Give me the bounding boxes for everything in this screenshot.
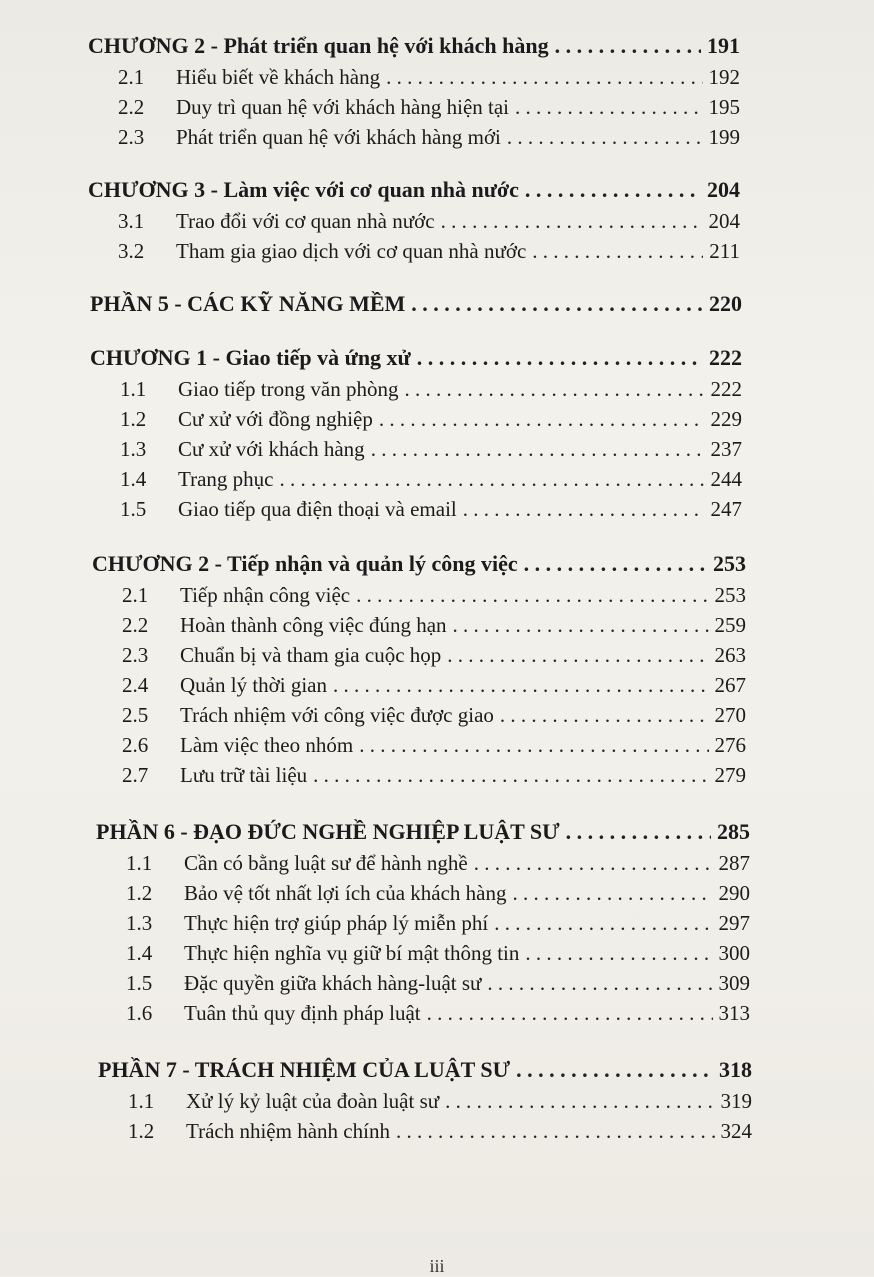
entry-number: 1.5 [126, 971, 153, 995]
leader-dots [453, 610, 709, 640]
leader-dots [371, 434, 705, 464]
entry-number: 2.1 [122, 583, 149, 607]
entry-number: 1.6 [126, 1001, 153, 1025]
leader-dots [515, 92, 702, 122]
entry-title: Quản lý thời gian [180, 673, 327, 697]
entry-number: 1.1 [128, 1089, 155, 1113]
heading-title: CHƯƠNG 2 - Tiếp nhận và quản lý công việc [92, 551, 518, 576]
entry-page: 204 [708, 209, 740, 233]
toc-entry[interactable] [122, 640, 746, 670]
entry-number: 2.4 [122, 673, 149, 697]
toc-section [0, 342, 874, 524]
leader-dots [333, 670, 709, 700]
toc-heading[interactable] [98, 1054, 752, 1086]
leader-dots [404, 374, 704, 404]
toc-entry[interactable] [120, 494, 742, 524]
entry-title: Trang phục [178, 467, 274, 491]
entry-page: 276 [714, 733, 746, 757]
toc-entry[interactable] [126, 848, 750, 878]
leader-dots [532, 236, 703, 266]
entry-number: 2.3 [122, 643, 149, 667]
toc-entry[interactable] [118, 92, 740, 122]
leader-dots [463, 494, 705, 524]
leader-dots [313, 760, 708, 790]
entry-number: 1.4 [126, 941, 153, 965]
toc-entry[interactable] [120, 404, 742, 434]
entry-number: 1.2 [120, 407, 147, 431]
entry-number: 1.4 [120, 467, 147, 491]
toc-section [0, 548, 874, 790]
entry-title: Xử lý kỷ luật của đoàn luật sư [186, 1089, 440, 1113]
entry-title: Tiếp nhận công việc [180, 583, 351, 607]
leader-dots [445, 1086, 714, 1116]
toc-entry[interactable] [120, 374, 742, 404]
entry-title: Cần có bằng luật sư để hành nghề [184, 851, 468, 875]
entry-title: Trách nhiệm với công việc được giao [180, 703, 494, 727]
entry-title: Tuân thủ quy định pháp luật [184, 1001, 421, 1025]
leader-dots [513, 878, 713, 908]
entry-title: Hoàn thành công việc đúng hạn [180, 613, 447, 637]
entry-number: 1.2 [128, 1119, 155, 1143]
entry-page: 313 [718, 1001, 750, 1025]
leader-dots [279, 464, 704, 494]
entry-number: 3.2 [118, 239, 145, 263]
entry-title: Cư xử với khách hàng [178, 437, 365, 461]
leader-dots [474, 848, 713, 878]
page-number: iii [429, 1256, 445, 1276]
heading-title: PHẦN 7 - TRÁCH NHIỆM CỦA LUẬT SƯ [98, 1057, 511, 1082]
entry-page: 247 [710, 497, 742, 521]
entry-page: 287 [718, 851, 750, 875]
leader-dots [441, 206, 703, 236]
heading-title: CHƯƠNG 1 - Giao tiếp và ứng xử [90, 345, 411, 370]
entry-title: Thực hiện trợ giúp pháp lý miễn phí [184, 911, 489, 935]
leader-dots [379, 404, 705, 434]
entry-page: 309 [718, 971, 750, 995]
heading-title: CHƯƠNG 2 - Phát triển quan hệ với khách hàng [88, 33, 549, 58]
toc-section [0, 174, 874, 266]
heading-title: PHẦN 5 - CÁC KỸ NĂNG MỀM [90, 291, 406, 316]
entry-number: 1.3 [120, 437, 147, 461]
table-of-contents [0, 30, 874, 1146]
entry-title: Thực hiện nghĩa vụ giữ bí mật thông tin [184, 941, 520, 965]
leader-dots [507, 122, 703, 152]
entry-number: 1.3 [126, 911, 153, 935]
entry-title: Cư xử với đồng nghiệp [178, 407, 373, 431]
toc-entry[interactable] [122, 670, 746, 700]
entry-page: 195 [708, 95, 740, 119]
toc-entry[interactable] [122, 580, 746, 610]
toc-entry[interactable] [118, 236, 740, 266]
entry-page: 267 [714, 673, 746, 697]
entry-page: 222 [710, 377, 742, 401]
toc-heading[interactable] [92, 548, 746, 580]
toc-entry[interactable] [122, 730, 746, 760]
toc-entry[interactable] [118, 62, 740, 92]
entry-title: Duy trì quan hệ với khách hàng hiện tại [176, 95, 510, 119]
leader-dots [566, 816, 711, 848]
heading-title: CHƯƠNG 3 - Làm việc với cơ quan nhà nước [88, 177, 519, 202]
leader-dots [500, 700, 709, 730]
entry-page: 290 [718, 881, 750, 905]
leader-dots [386, 62, 702, 92]
entry-page: 199 [708, 125, 740, 149]
entry-title: Chuẩn bị và tham gia cuộc họp [180, 643, 442, 667]
leader-dots [396, 1116, 715, 1146]
toc-entry[interactable] [122, 700, 746, 730]
heading-page: 191 [707, 33, 740, 58]
entry-number: 1.1 [126, 851, 153, 875]
toc-entry[interactable] [128, 1086, 752, 1116]
toc-heading[interactable] [90, 288, 742, 320]
heading-title: PHẦN 6 - ĐẠO ĐỨC NGHỀ NGHIỆP LUẬT SƯ [96, 819, 560, 844]
leader-dots [447, 640, 708, 670]
toc-entry[interactable] [126, 998, 750, 1028]
heading-page: 285 [717, 819, 750, 844]
leader-dots [516, 1054, 713, 1086]
toc-section [0, 1054, 874, 1146]
entry-page: 279 [714, 763, 746, 787]
heading-page: 204 [707, 177, 740, 202]
leader-dots [494, 908, 712, 938]
entry-title: Trách nhiệm hành chính [186, 1119, 390, 1143]
leader-dots [411, 288, 703, 320]
entry-page: 229 [710, 407, 742, 431]
toc-heading[interactable] [88, 174, 740, 206]
heading-page: 222 [709, 345, 742, 370]
toc-entry[interactable] [118, 206, 740, 236]
toc-entry[interactable] [126, 938, 750, 968]
entry-page: 297 [718, 911, 750, 935]
leader-dots [417, 342, 703, 374]
leader-dots [356, 580, 708, 610]
leader-dots [525, 174, 701, 206]
heading-page: 318 [719, 1057, 752, 1082]
entry-page: 263 [714, 643, 746, 667]
toc-section [0, 30, 874, 152]
entry-page: 211 [709, 239, 740, 263]
entry-number: 2.1 [118, 65, 145, 89]
toc-entry[interactable] [118, 122, 740, 152]
entry-title: Giao tiếp qua điện thoại và email [178, 497, 457, 521]
entry-page: 253 [714, 583, 746, 607]
entry-page: 237 [710, 437, 742, 461]
toc-heading[interactable] [90, 342, 742, 374]
entry-page: 300 [718, 941, 750, 965]
entry-page: 319 [720, 1089, 752, 1113]
leader-dots [525, 938, 712, 968]
entry-title: Giao tiếp trong văn phòng [178, 377, 399, 401]
entry-title: Lưu trữ tài liệu [180, 763, 308, 787]
leader-dots [487, 968, 712, 998]
entry-number: 2.7 [122, 763, 149, 787]
entry-number: 2.3 [118, 125, 145, 149]
entry-title: Phát triển quan hệ với khách hàng mới [176, 125, 501, 149]
toc-entry[interactable] [126, 968, 750, 998]
entry-page: 192 [708, 65, 740, 89]
entry-number: 2.5 [122, 703, 149, 727]
entry-title: Làm việc theo nhóm [180, 733, 354, 757]
toc-heading[interactable] [88, 30, 740, 62]
entry-page: 244 [710, 467, 742, 491]
toc-entry[interactable] [126, 908, 750, 938]
entry-page: 270 [714, 703, 746, 727]
leader-dots [359, 730, 708, 760]
toc-section [0, 288, 874, 320]
toc-entry[interactable] [120, 434, 742, 464]
leader-dots [524, 548, 707, 580]
entry-title: Bảo vệ tốt nhất lợi ích của khách hàng [184, 881, 507, 905]
heading-page: 220 [709, 291, 742, 316]
entry-number: 1.5 [120, 497, 147, 521]
toc-entry[interactable] [122, 610, 746, 640]
toc-section [0, 816, 874, 1028]
leader-dots [555, 30, 701, 62]
leader-dots [427, 998, 713, 1028]
entry-number: 2.2 [122, 613, 149, 637]
entry-number: 1.1 [120, 377, 147, 401]
entry-number: 2.6 [122, 733, 149, 757]
entry-number: 1.2 [126, 881, 153, 905]
entry-title: Đặc quyền giữa khách hàng-luật sư [184, 971, 482, 995]
entry-page: 324 [720, 1119, 752, 1143]
toc-heading[interactable] [96, 816, 750, 848]
entry-number: 2.2 [118, 95, 145, 119]
toc-entry[interactable] [128, 1116, 752, 1146]
entry-title: Tham gia giao dịch với cơ quan nhà nước [176, 239, 527, 263]
heading-page: 253 [713, 551, 746, 576]
entry-number: 3.1 [118, 209, 145, 233]
toc-entry[interactable] [122, 760, 746, 790]
entry-page: 259 [714, 613, 746, 637]
toc-entry[interactable] [126, 878, 750, 908]
toc-entry[interactable] [120, 464, 742, 494]
entry-title: Hiểu biết về khách hàng [176, 65, 381, 89]
entry-title: Trao đổi với cơ quan nhà nước [176, 209, 435, 233]
